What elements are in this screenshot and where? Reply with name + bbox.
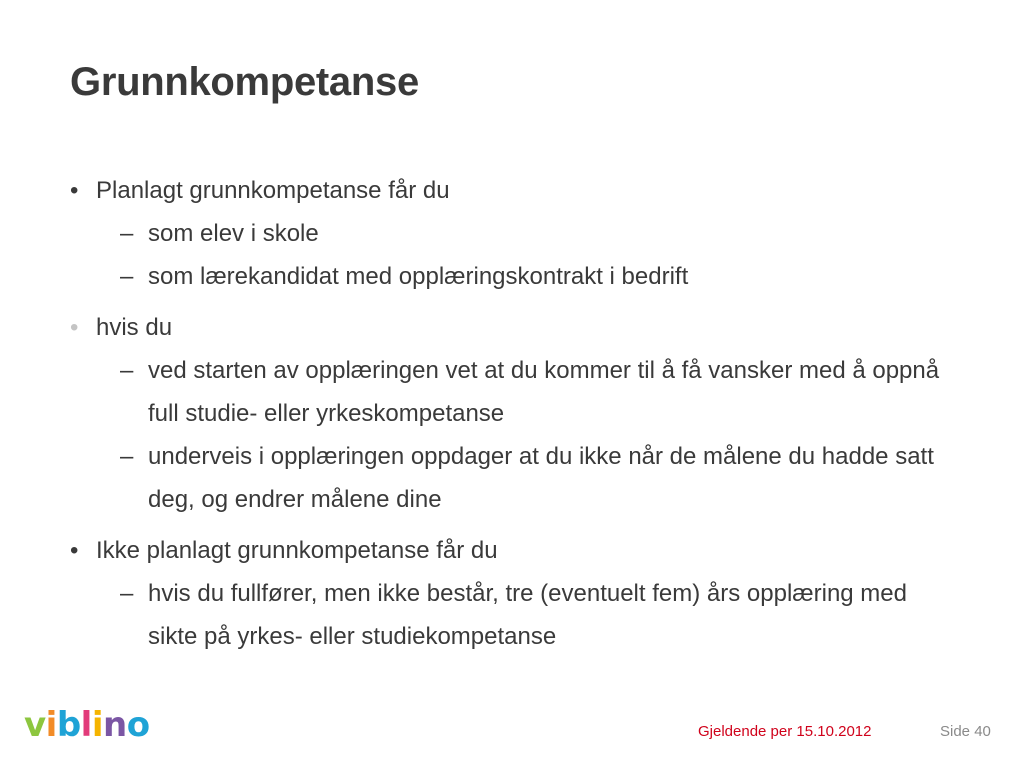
bullet-dot-icon: •: [70, 177, 79, 204]
bullet-text: hvis du: [96, 314, 173, 341]
sub-bullet-text: underveis i opplæringen oppdager at du ikke når de målene du hadde satt deg, og endrer målene dine: [148, 443, 934, 513]
sub-bullet-text: som lærekandidat med opplæringskontrakt i bedrift: [148, 263, 689, 290]
sub-bullet-item: [70, 435, 970, 521]
logo-letter: i: [91, 705, 103, 745]
sub-bullet-item: [70, 255, 970, 298]
sub-bullet-text: som elev i skole: [148, 220, 319, 247]
dash-icon: –: [120, 357, 134, 384]
sub-bullet-item: [70, 212, 970, 255]
bullet-dot-icon: •: [70, 537, 79, 564]
dash-icon: –: [120, 443, 134, 470]
logo-letter: o: [126, 705, 150, 745]
sub-bullet-item: [70, 349, 970, 435]
sub-bullet-text: hvis du fullfører, men ikke består, tre (eventuelt fem) års opplæring med sikte på yrkes- eller studiekompetanse: [148, 580, 907, 650]
bullet-text: Ikke planlagt grunnkompetanse får du: [96, 537, 498, 564]
dash-icon: –: [120, 580, 134, 607]
logo-letter: v: [24, 705, 46, 745]
bullet-item: [70, 307, 970, 349]
sub-bullet-text: ved starten av opplæringen vet at du kommer til å få vansker med å oppnå full studie- eller yrkeskompetanse: [148, 357, 940, 427]
bullet-text: Planlagt grunnkompetanse får du: [96, 177, 450, 204]
slide-title: Grunnkompetanse: [70, 60, 419, 104]
dash-icon: –: [120, 220, 134, 247]
dash-icon: –: [120, 263, 134, 290]
logo-letter: l: [80, 705, 92, 745]
logo-letter: b: [56, 705, 81, 745]
bullet-dot-icon: •: [70, 314, 79, 341]
footer-date: Gjeldende per 15.10.2012: [698, 723, 872, 740]
slide-content: [70, 170, 970, 658]
logo-letter: i: [45, 705, 57, 745]
bullet-item: [70, 530, 970, 572]
page-number: Side 40: [940, 723, 991, 740]
logo-letter: n: [102, 705, 127, 745]
sub-bullet-item: [70, 572, 970, 658]
bullet-item: [70, 170, 970, 212]
viblino-logo: [24, 705, 150, 745]
